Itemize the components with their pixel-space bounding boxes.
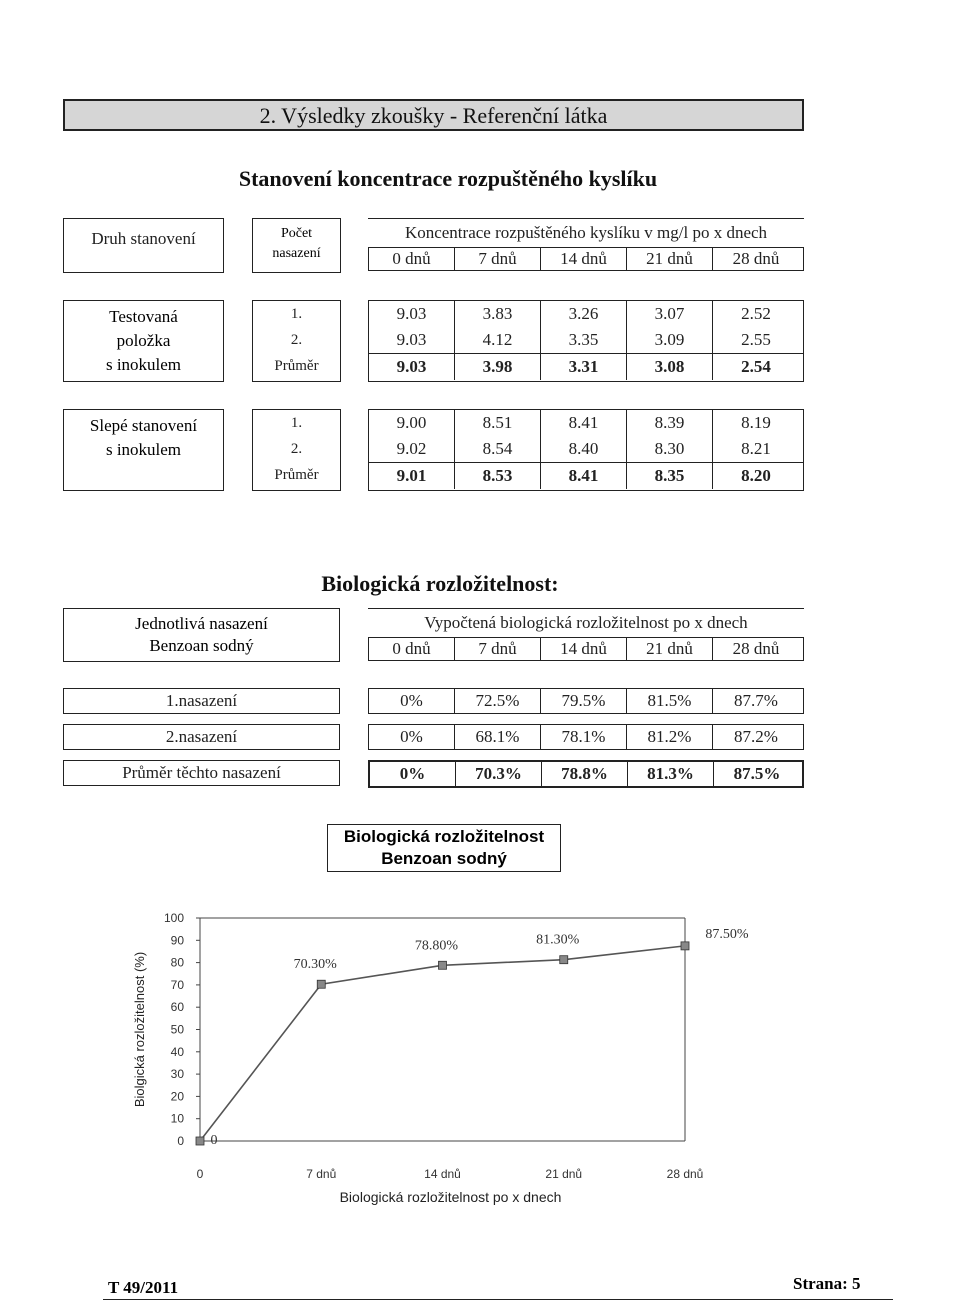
group-testovana-label	[63, 300, 224, 382]
bio-average-row	[368, 760, 804, 788]
y-tick-label: 100	[163, 911, 184, 925]
data-label: 0	[210, 1133, 218, 1148]
concentration-value: 9.03	[369, 301, 455, 327]
day-header-cell: 21 dnů	[627, 248, 713, 270]
concentration-value: 8.20	[741, 466, 771, 485]
bio-row-label: Průměr těchto nasazení	[63, 760, 340, 786]
druh-stanoveni-header	[63, 218, 224, 273]
data-point	[196, 1137, 204, 1145]
bio-value: 68.1%	[455, 725, 541, 749]
y-tick-label: 90	[170, 933, 184, 948]
day-header-cell: 28 dnů	[732, 249, 780, 268]
concentration-value: 9.03	[369, 354, 455, 380]
concentration-value: 3.08	[627, 354, 713, 380]
data-label: 70.30%	[293, 957, 337, 973]
group-label-line: s inokulem	[105, 355, 182, 374]
replicate-label: 2.	[290, 331, 303, 348]
bio-value: 70.3%	[456, 762, 542, 786]
bio-title: Biologická rozložitelnost:	[321, 571, 559, 596]
concentration-value: 2.54	[741, 357, 771, 376]
concentration-value: 8.41	[541, 463, 627, 489]
group-testovana-counts	[252, 300, 341, 382]
concentration-value: 8.41	[541, 410, 627, 436]
bio-value: 81.3%	[628, 762, 714, 786]
group-label-line: položka	[116, 331, 171, 350]
bio-value: 81.2%	[627, 725, 713, 749]
replicate-label: 2.	[290, 440, 303, 457]
day-header-cell: 0 dnů	[369, 248, 455, 270]
bio-value: 78.8%	[542, 762, 628, 786]
y-tick-label: 80	[170, 955, 184, 970]
concentration-value: 3.09	[627, 327, 713, 353]
bio-left-label-line: Jednotlivá nasazení	[135, 614, 268, 633]
bio-value: 81.5%	[627, 689, 713, 713]
data-point	[681, 942, 689, 950]
series-line	[200, 946, 685, 1141]
x-tick-label: 21 dnů	[545, 1167, 583, 1181]
day-header-cell: 28 dnů	[732, 639, 780, 658]
concentration-value: 8.19	[741, 413, 771, 432]
y-tick-label: 0	[177, 1134, 184, 1148]
replicate-label: Průměr	[274, 466, 319, 483]
day-header-cell: 7 dnů	[455, 248, 541, 270]
data-label: 78.80%	[414, 938, 459, 954]
data-point	[317, 980, 325, 988]
concentration-value: 8.35	[627, 463, 713, 489]
day-header-cell: 14 dnů	[541, 638, 627, 660]
concentration-value: 3.83	[455, 301, 541, 327]
concentration-value: 8.30	[627, 436, 713, 462]
bio-value: 87.5%	[733, 764, 781, 783]
section-header	[63, 99, 804, 131]
druh-stanoveni-label: Druh stanovení	[91, 229, 196, 248]
y-tick-label: 10	[170, 1111, 184, 1126]
group-label-line: Testovaná	[109, 307, 178, 326]
x-tick-label: 28 dnů	[666, 1167, 704, 1181]
concentration-value: 9.03	[369, 327, 455, 353]
data-point	[439, 961, 447, 969]
bio-value: 87.7%	[734, 691, 778, 710]
chart-title-line: Benzoan sodný	[381, 849, 507, 868]
replicate-row	[369, 410, 803, 436]
average-row	[369, 353, 803, 380]
bio-value: 72.5%	[455, 689, 541, 713]
concentration-value: 2.55	[741, 330, 771, 349]
data-label: 87.50%	[705, 926, 749, 942]
x-tick-label: 14 dnů	[424, 1167, 461, 1181]
concentration-label: Koncentrace rozpuštěného kyslíku v mg/l po x dnech	[368, 218, 804, 247]
concentration-value: 8.40	[541, 436, 627, 462]
bio-left-label-line: Benzoan sodný	[149, 636, 254, 655]
y-axis-title: Biolgická rozložitelnost (%)	[132, 951, 147, 1108]
bio-right-header	[368, 608, 804, 662]
data-label: 81.30%	[536, 932, 580, 948]
bio-replicate-row	[368, 724, 804, 750]
concentration-value: 8.54	[455, 436, 541, 462]
group-slepe-label	[63, 409, 224, 491]
replicate-row	[369, 301, 803, 327]
bio-value: 0%	[370, 762, 456, 786]
footer-page-number: Strana: 5	[793, 1274, 861, 1293]
data-point	[560, 956, 568, 964]
bio-right-label: Vypočtená biologická rozložitelnost po x dnech	[368, 608, 804, 637]
chart-title-line: Biologická rozložitelnost	[343, 827, 545, 846]
concentration-value: 3.98	[455, 354, 541, 380]
day-header-cell: 7 dnů	[455, 638, 541, 660]
group-label-line: s inokulem	[105, 440, 182, 459]
day-header-cell: 21 dnů	[627, 638, 713, 660]
concentration-value: 9.01	[369, 463, 455, 489]
group-slepe-counts	[252, 409, 341, 491]
chart-title-box	[327, 824, 561, 872]
y-tick-label: 20	[170, 1089, 184, 1104]
biodegradability-chart	[100, 905, 800, 1210]
nasazeni-label: nasazení	[272, 246, 321, 261]
day-header-cell: 14 dnů	[541, 248, 627, 270]
y-tick-label: 70	[170, 977, 184, 992]
y-tick-label: 40	[170, 1044, 184, 1059]
concentration-days-row	[368, 247, 804, 271]
replicate-label: 1.	[290, 305, 303, 322]
x-tick-label: 7 dnů	[306, 1167, 337, 1181]
concentration-value: 3.31	[541, 354, 627, 380]
group-slepe-values	[368, 409, 804, 491]
bio-row-label: 2.nasazení	[63, 724, 340, 750]
y-tick-label: 50	[170, 1022, 184, 1037]
bio-value: 0%	[369, 689, 455, 713]
pocet-nasazeni-header	[252, 218, 341, 273]
replicate-row	[369, 436, 803, 462]
concentration-value: 9.02	[369, 436, 455, 462]
y-tick-label: 60	[170, 1000, 184, 1015]
concentration-value: 3.26	[541, 301, 627, 327]
bio-value: 79.5%	[541, 689, 627, 713]
concentration-value: 8.53	[455, 463, 541, 489]
bio-row-label: 1.nasazení	[63, 688, 340, 714]
x-tick-label: 0	[196, 1167, 204, 1181]
oxygen-subtitle: Stanovení koncentrace rozpuštěného kyslíku	[238, 166, 658, 191]
day-header-cell: 0 dnů	[369, 638, 455, 660]
group-testovana-values	[368, 300, 804, 382]
section-title: 2. Výsledky zkoušky - Referenční látka	[259, 103, 608, 128]
replicate-label: Průměr	[274, 357, 319, 374]
concentration-value: 4.12	[455, 327, 541, 353]
concentration-value: 2.52	[741, 304, 771, 323]
footer-rule	[103, 1299, 893, 1300]
bio-days-row	[368, 637, 804, 661]
concentration-value: 3.07	[627, 301, 713, 327]
bio-value: 0%	[369, 725, 455, 749]
bio-replicate-row	[368, 688, 804, 714]
concentration-value: 9.00	[369, 410, 455, 436]
group-label-line: Slepé stanovení	[89, 416, 198, 435]
concentration-value: 8.39	[627, 410, 713, 436]
replicate-row	[369, 327, 803, 353]
concentration-header	[368, 218, 804, 273]
replicate-label: 1.	[290, 414, 303, 431]
concentration-value: 8.21	[741, 439, 771, 458]
bio-value: 87.2%	[734, 727, 778, 746]
x-axis-title: Biologická rozložitelnost po x dnech	[339, 1189, 562, 1205]
bio-value: 78.1%	[541, 725, 627, 749]
bio-left-header	[63, 608, 340, 662]
pocet-label: Počet	[280, 226, 313, 241]
concentration-value: 8.51	[455, 410, 541, 436]
average-row	[369, 462, 803, 489]
concentration-value: 3.35	[541, 327, 627, 353]
footer-doc-id: T 49/2011	[108, 1278, 179, 1297]
y-tick-label: 30	[170, 1067, 184, 1082]
